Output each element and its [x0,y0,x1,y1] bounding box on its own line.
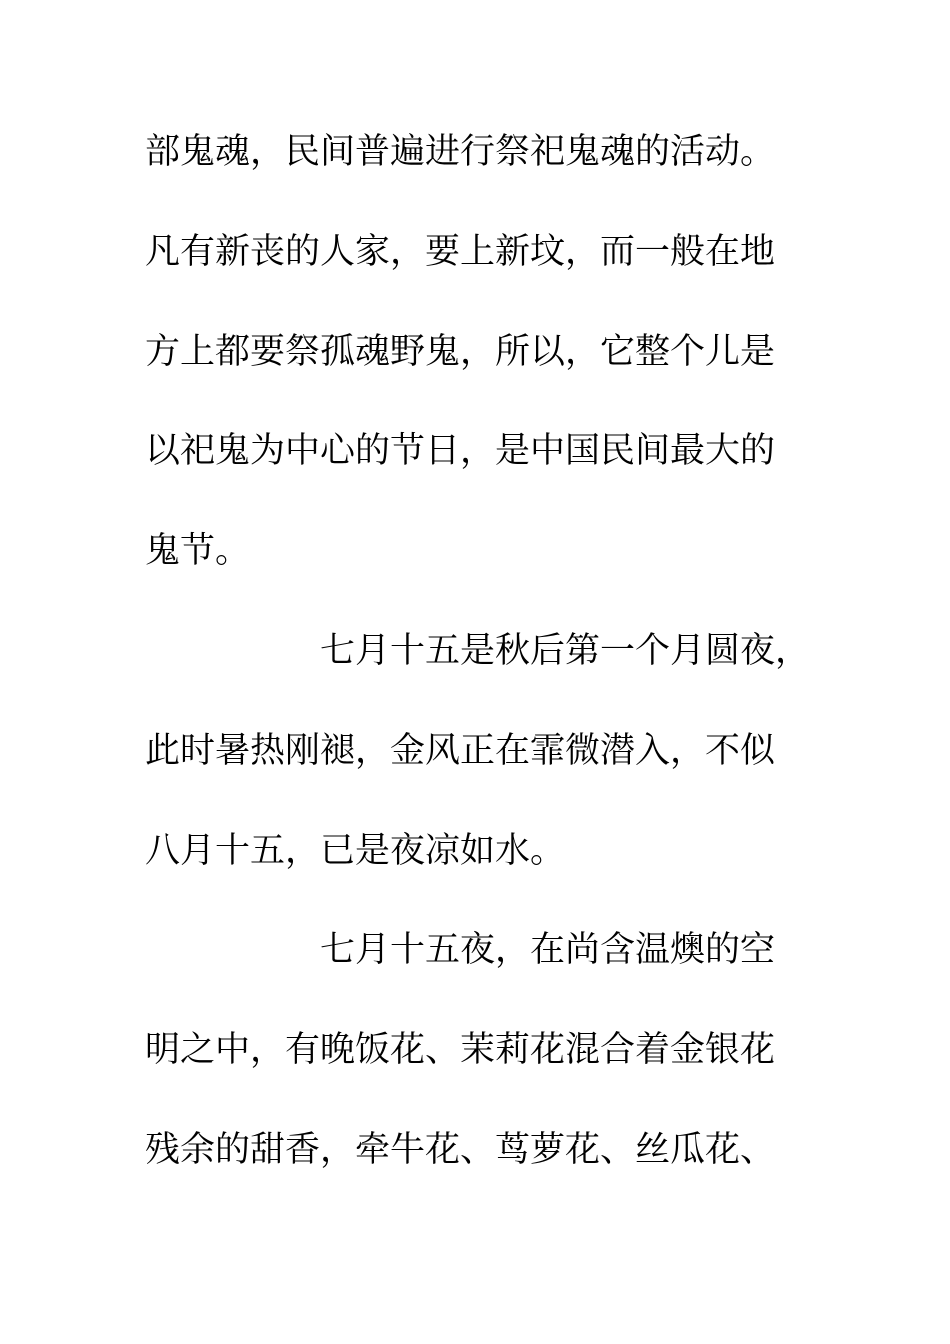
text-line: 以祀鬼为中心的节日，是中国民间最大的 [145,431,776,471]
text-line: 此时暑热刚褪，金风正在霏微潜入，不似 [145,731,776,771]
paragraph-start-line: 七月十五是秋后第一个月圆夜， [320,631,811,671]
text-line: 残余的甜香，牵牛花、茑萝花、丝瓜花、 [145,1130,776,1170]
text-line: 八月十五，已是夜凉如水。 [145,831,566,871]
text-line: 鬼节。 [145,531,251,571]
paragraph-start-line: 七月十五夜，在尚含温燠的空 [320,930,776,970]
text-line: 凡有新丧的人家，要上新坟，而一般在地 [145,232,776,272]
text-line: 明之中，有晚饭花、茉莉花混合着金银花 [145,1030,776,1070]
text-line: 部鬼魂，民间普遍进行祭祀鬼魂的活动。 [145,132,776,172]
text-line: 方上都要祭孤魂野鬼，所以，它整个儿是 [145,332,776,372]
